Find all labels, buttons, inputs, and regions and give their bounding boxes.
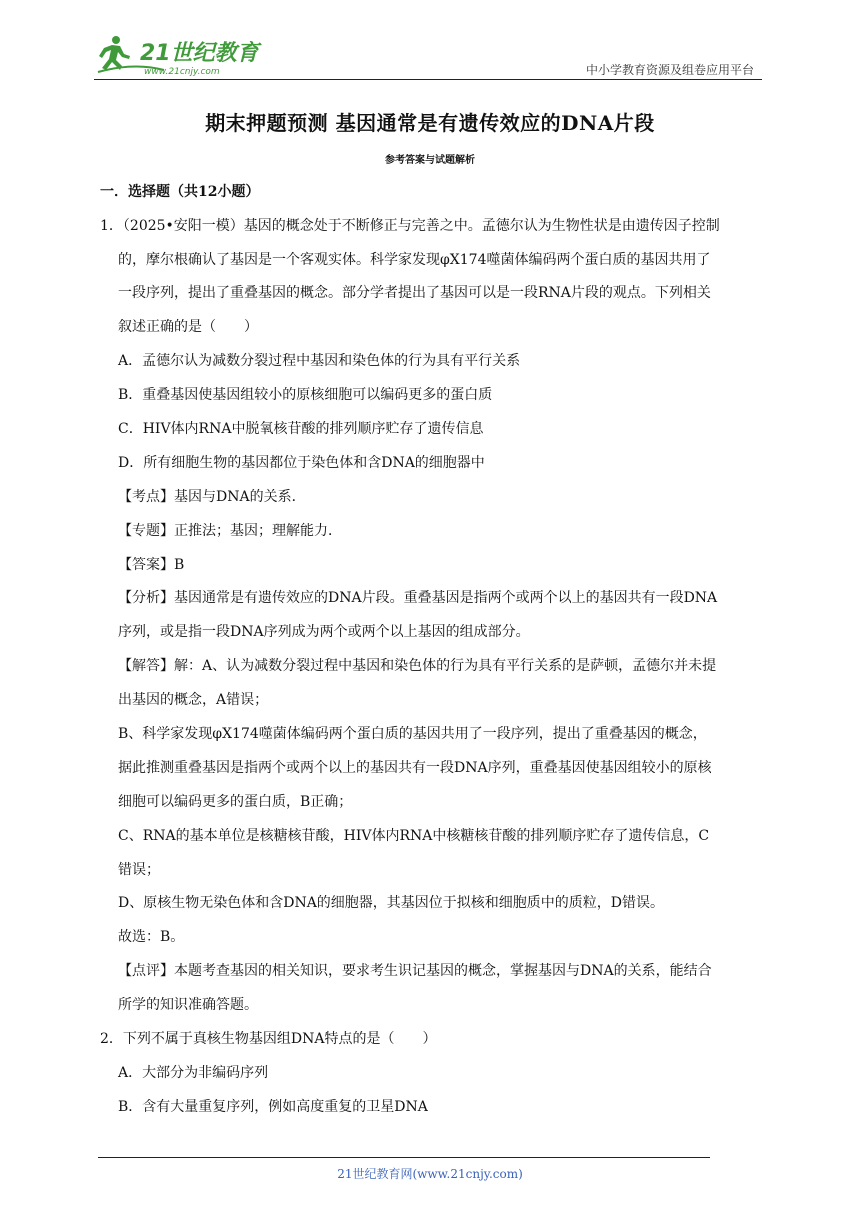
kaodian-line: 【考点】基因与DNA的关系． xyxy=(118,489,306,505)
solution-line: D、原核生物无染色体和含DNA的细胞器，其基因位于拟核和细胞质中的质粒，D错误。 xyxy=(118,895,665,911)
analysis-line: 【分析】基因通常是有遗传效应的DNA片段。重叠基因是指两个或两个以上的基因共有一段DNA xyxy=(118,590,718,606)
svg-text:www.21cnjy.com: www.21cnjy.com xyxy=(144,67,220,77)
solution-line: 出基因的概念，A错误； xyxy=(118,692,269,708)
section-heading: 一．选择题（共12小题） xyxy=(100,184,260,200)
site-logo xyxy=(94,32,264,78)
comment-line: 【点评】本题考查基因的相关知识，要求考生识记基因的概念，掌握基因与DNA的关系，能结合 xyxy=(118,963,712,979)
svg-text:21世纪教育: 21世纪教育 xyxy=(140,41,259,66)
solution-line: B、科学家发现φX174噬菌体编码两个蛋白质的基因共用了一段序列，提出了重叠基因的概念， xyxy=(118,726,707,742)
page-header xyxy=(94,32,762,82)
analysis-line: 序列，或是指一段DNA序列成为两个或两个以上基因的组成部分。 xyxy=(118,624,530,640)
text-line: 一段序列，提出了重叠基因的概念。部分学者提出了基因可以是一段RNA片段的观点。下列相关 xyxy=(118,285,711,301)
option-b: B．含有大量重复序列，例如高度重复的卫星DNA xyxy=(118,1099,428,1115)
solution-line: 据此推测重叠基因是指两个或两个以上的基因共有一段DNA序列，重叠基因使基因组较小的原核 xyxy=(118,760,712,776)
option-c: C．HIV体内RNA中脱氧核苷酸的排列顺序贮存了遗传信息 xyxy=(118,421,484,437)
text-line: 的，摩尔根确认了基因是一个客观实体。科学家发现φX174噬菌体编码两个蛋白质的基因共用了 xyxy=(118,252,711,268)
option-b: B．重叠基因使基因组较小的原核细胞可以编码更多的蛋白质 xyxy=(118,387,493,403)
comment-line: 所学的知识准确答题。 xyxy=(118,997,258,1013)
header-divider xyxy=(94,79,762,80)
option-d: D．所有细胞生物的基因都位于染色体和含DNA的细胞器中 xyxy=(118,455,485,471)
footer-divider xyxy=(98,1157,710,1158)
solution-line: 【解答】解：A、认为减数分裂过程中基因和染色体的行为具有平行关系的是萨顿，孟德尔并未提 xyxy=(118,658,717,674)
platform-name: 中小学教育资源及组卷应用平台 xyxy=(585,63,754,77)
answer-line: 【答案】B xyxy=(118,557,185,573)
solution-line: C、RNA的基本单位是核糖核苷酸，HIV体内RNA中核糖核苷酸的排列顺序贮存了遗传信息，C xyxy=(118,828,710,844)
option-a: A．孟德尔认为减数分裂过程中基因和染色体的行为具有平行关系 xyxy=(118,353,521,369)
option-a: A．大部分为非编码序列 xyxy=(118,1065,269,1081)
zhuanti-line: 【专题】正推法；基因；理解能力． xyxy=(118,523,342,539)
page-title: 期末押题预测 基因通常是有遗传效应的DNA片段 xyxy=(205,111,655,135)
solution-line: 错误； xyxy=(118,862,160,878)
footer-link[interactable]: 21世纪教育网(www.21cnjy.com) xyxy=(337,1167,523,1181)
text-line: 叙述正确的是（ ） xyxy=(118,319,258,335)
solution-line: 故选：B。 xyxy=(118,929,185,945)
solution-line: 细胞可以编码更多的蛋白质，B正确； xyxy=(118,794,353,810)
page-subtitle: 参考答案与试题解析 xyxy=(385,155,475,166)
question-2-stem: 2．下列不属于真核生物基因组DNA特点的是（ ） xyxy=(100,1031,437,1047)
text-line: 1．（2025•安阳一模）基因的概念处于不断修正与完善之中。孟德尔认为生物性状是由遗传因子控制 xyxy=(100,218,720,234)
